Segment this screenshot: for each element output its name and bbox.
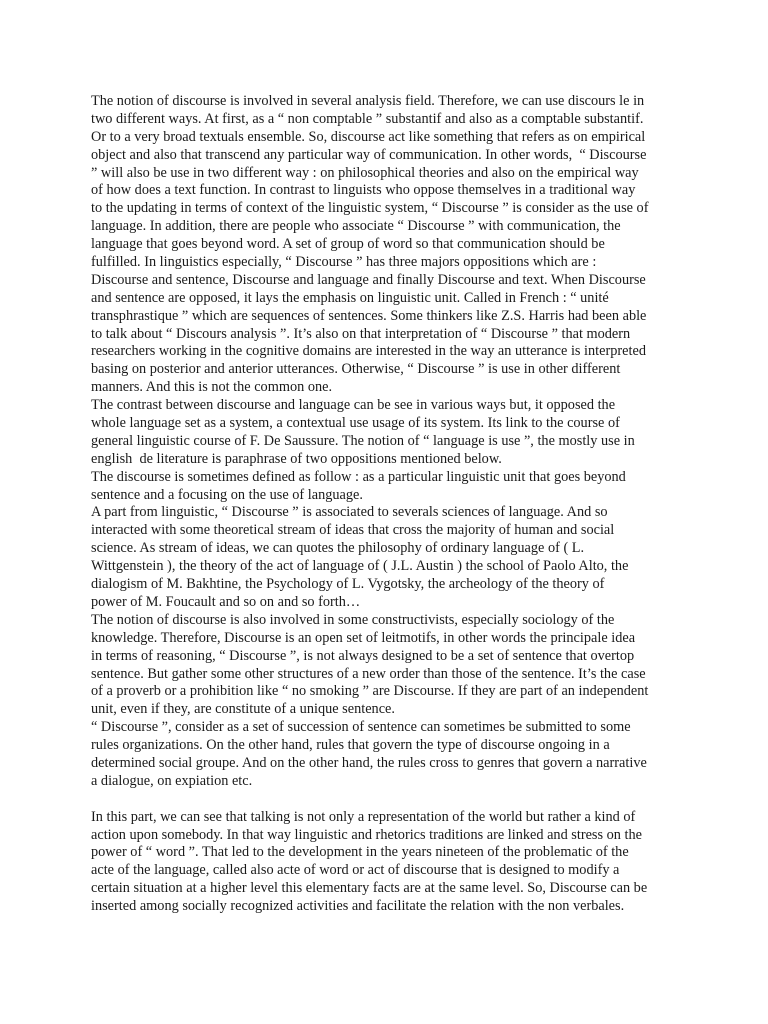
text-line: dialogism of M. Bakhtine, the Psychology of L. Vygotsky, the archeology of the theory of — [91, 576, 605, 593]
text-line: researchers working in the cognitive domains are interested in the way an utterance is interpreted — [91, 343, 646, 360]
paragraph — [91, 719, 686, 791]
text-line: to talk about “ Discours analysis ”. It’s also on that interpretation of “ Discourse ” that modern — [91, 325, 631, 342]
paragraph — [91, 469, 686, 505]
text-line: The contrast between discourse and language can be see in various ways but, it opposed the — [91, 397, 616, 414]
text-line: Wittgenstein ), the theory of the act of language of ( J.L. Austin ) the school of Paolo Alto, the — [91, 558, 629, 575]
text-line: The notion of discourse is involved in several analysis field. Therefore, we can use discours le in — [91, 93, 645, 109]
text-line: acte of the language, called also acte of word or act of discourse that is designed to modify a — [91, 862, 620, 879]
text-line: of a proverb or a prohibition like “ no smoking ” are Discourse. If they are part of an independent — [91, 683, 649, 700]
text-line: interacted with some theoretical stream of ideas that cross the majority of human and social — [91, 522, 615, 539]
text-line: power of M. Foucault and so on and so forth… — [91, 593, 361, 610]
text-line: ” will also be use in two different way : on philosophical theories and also on the empirical way — [91, 164, 639, 181]
text-line: english de literature is paraphrase of two oppositions mentioned below. — [91, 450, 502, 467]
text-line: language that goes beyond word. A set of group of word so that communication should be — [91, 236, 605, 253]
text-line: object and also that transcend any particular way of communication. In other words, “ Discourse — [91, 146, 647, 163]
text-line: a dialogue, on expiation etc. — [91, 772, 253, 789]
paragraph-spacer — [91, 791, 686, 809]
text-line: In this part, we can see that talking is not only a representation of the world but rather a kind of — [91, 808, 636, 825]
text-line: The notion of discourse is also involved in some constructivists, especially sociology of the — [91, 611, 615, 628]
text-line: certain situation at a higher level this elementary facts are at the same level. So, Discourse can be — [91, 880, 648, 897]
text-line: power of “ word ”. That led to the development in the years nineteen of the problematic of the — [91, 844, 629, 861]
text-line: determined social groupe. And on the other hand, the rules cross to genres that govern a narrative — [91, 754, 647, 771]
document-page — [91, 93, 686, 916]
text-line: language. In addition, there are people who associate “ Discourse ” with communication, the — [91, 218, 621, 235]
text-line: “ Discourse ”, consider as a set of succession of sentence can sometimes be submitted to some — [91, 719, 631, 736]
text-line: unit, even if they, are constitute of a unique sentence. — [91, 701, 395, 718]
text-line: manners. And this is not the common one. — [91, 379, 333, 396]
text-line: fulfilled. In linguistics especially, “ Discourse ” has three majors oppositions which are : — [91, 254, 597, 271]
text-line: The discourse is sometimes defined as follow : as a particular linguistic unit that goes beyond — [91, 468, 626, 485]
paragraph — [91, 93, 686, 397]
paragraph — [91, 397, 686, 469]
text-line: transphrastique ” which are sequences of sentences. Some thinkers like Z.S. Harris had been able — [91, 307, 647, 324]
text-line: and sentence are opposed, it lays the emphasis on linguistic unit. Called in French : “ unité — [91, 289, 609, 306]
paragraph — [91, 504, 686, 611]
text-line: rules organizations. On the other hand, rules that govern the type of discourse ongoing in a — [91, 737, 610, 754]
paragraph — [91, 612, 686, 719]
text-line: whole language set as a system, a contextual use usage of its system. Its link to the course of — [91, 415, 620, 432]
text-line: to the updating in terms of context of the linguistic system, “ Discourse ” is consider as the use of — [91, 200, 649, 217]
text-line: Or to a very broad textuals ensemble. So, discourse act like something that refers as on empirical — [91, 128, 646, 145]
text-line: inserted among socially recognized activities and facilitate the relation with the non verbales. — [91, 898, 625, 915]
text-line: science. As stream of ideas, we can quotes the philosophy of ordinary language of ( L. — [91, 540, 585, 557]
text-line: action upon somebody. In that way linguistic and rhetorics traditions are linked and stress on the — [91, 826, 642, 843]
text-line: two different ways. At first, as a “ non comptable ” substantif and also as a comptable substantif. — [91, 110, 644, 127]
text-line: A part from linguistic, “ Discourse ” is associated to severals sciences of language. And so — [91, 504, 608, 521]
text-line: knowledge. Therefore, Discourse is an open set of leitmotifs, in other words the principale idea — [91, 629, 636, 646]
text-line: sentence and a focusing on the use of language. — [91, 486, 363, 503]
text-line: general linguistic course of F. De Saussure. The notion of “ language is use ”, the mostly use in — [91, 432, 635, 449]
paragraph — [91, 809, 686, 916]
text-line: Discourse and sentence, Discourse and language and finally Discourse and text. When Discourse — [91, 271, 646, 288]
text-line: basing on posterior and anterior utterances. Otherwise, “ Discourse ” is use in other different — [91, 361, 621, 378]
text-line: sentence. But gather some other structures of a new order than those of the sentence. It’s the case — [91, 665, 646, 682]
text-line: of how does a text function. In contrast to linguists who oppose themselves in a traditional way — [91, 182, 636, 199]
text-line: in terms of reasoning, “ Discourse ”, is not always designed to be a set of sentence that overtop — [91, 647, 635, 664]
